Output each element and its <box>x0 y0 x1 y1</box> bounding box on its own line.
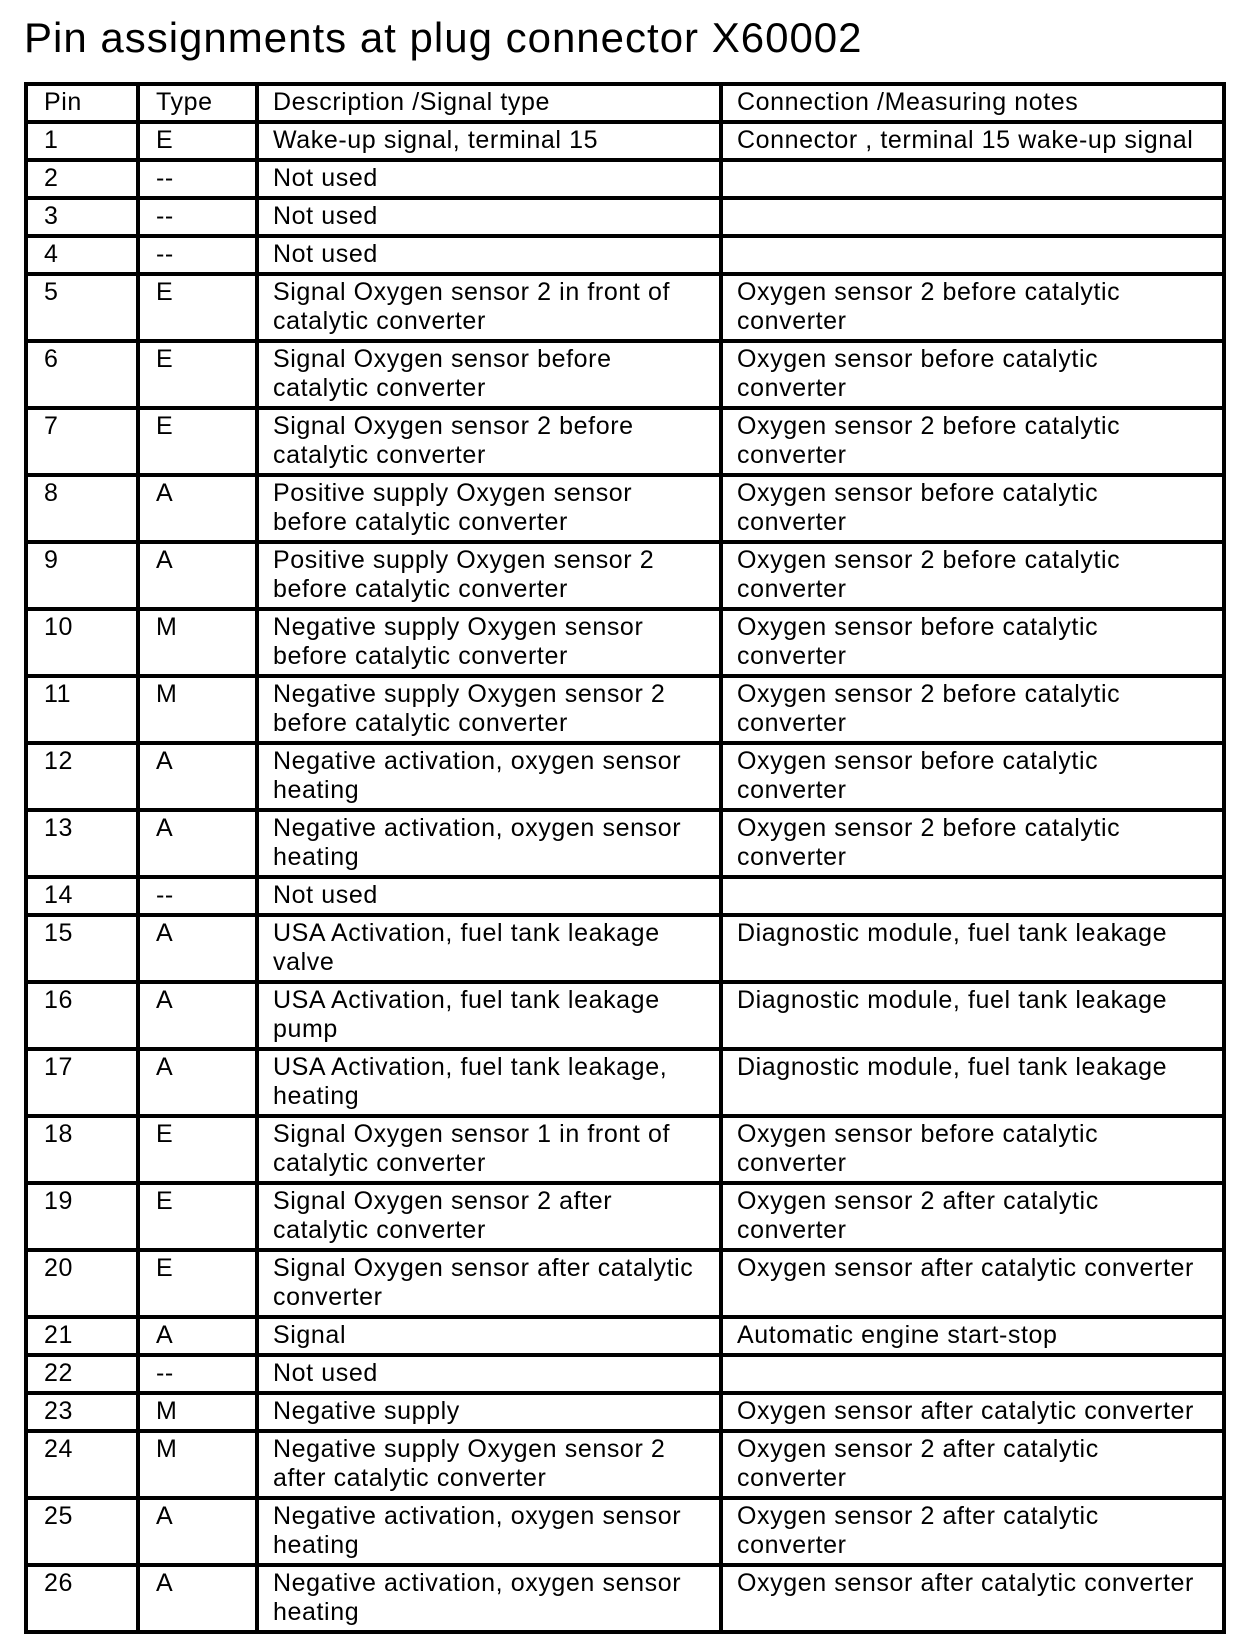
pin-cell: 24 <box>26 1431 138 1498</box>
pin-cell: 17 <box>26 1049 138 1116</box>
pin-cell: 6 <box>26 341 138 408</box>
description-cell: Negative activation, oxygen sensor heating <box>257 810 721 877</box>
pin-cell: 10 <box>26 609 138 676</box>
type-cell: A <box>138 743 257 810</box>
column-header-pin: Pin <box>26 84 138 122</box>
connection-cell: Oxygen sensor before catalytic converter <box>721 341 1224 408</box>
type-cell: A <box>138 982 257 1049</box>
table-body <box>26 122 1224 1632</box>
connection-cell <box>721 236 1224 274</box>
pin-cell: 3 <box>26 198 138 236</box>
table-row <box>26 1355 1224 1393</box>
connection-cell: Oxygen sensor before catalytic converter <box>721 743 1224 810</box>
connection-cell: Oxygen sensor 2 after catalytic converter <box>721 1498 1224 1565</box>
table-row <box>26 1250 1224 1317</box>
column-header-connection: Connection /Measuring notes <box>721 84 1224 122</box>
pin-cell: 21 <box>26 1317 138 1355</box>
type-cell: A <box>138 542 257 609</box>
description-cell: Not used <box>257 198 721 236</box>
pin-cell: 5 <box>26 274 138 341</box>
description-cell: Wake-up signal, terminal 15 <box>257 122 721 160</box>
type-cell: E <box>138 341 257 408</box>
description-cell: Not used <box>257 160 721 198</box>
type-cell: A <box>138 475 257 542</box>
column-header-type: Type <box>138 84 257 122</box>
type-cell: -- <box>138 160 257 198</box>
connection-cell: Diagnostic module, fuel tank leakage <box>721 1049 1224 1116</box>
description-cell: Negative activation, oxygen sensor heating <box>257 1565 721 1632</box>
connection-cell: Oxygen sensor before catalytic converter <box>721 609 1224 676</box>
table-row <box>26 198 1224 236</box>
table-row <box>26 676 1224 743</box>
connection-cell: Oxygen sensor 2 before catalytic converter <box>721 274 1224 341</box>
type-cell: -- <box>138 1355 257 1393</box>
description-cell: Negative supply Oxygen sensor 2 before catalytic converter <box>257 676 721 743</box>
table-row <box>26 1116 1224 1183</box>
type-cell: E <box>138 274 257 341</box>
connection-cell <box>721 1355 1224 1393</box>
pin-cell: 4 <box>26 236 138 274</box>
type-cell: -- <box>138 236 257 274</box>
table-row <box>26 1431 1224 1498</box>
table-row <box>26 160 1224 198</box>
type-cell: A <box>138 1565 257 1632</box>
type-cell: E <box>138 122 257 160</box>
table-row <box>26 1498 1224 1565</box>
table-row <box>26 475 1224 542</box>
table-row <box>26 1183 1224 1250</box>
description-cell: Signal Oxygen sensor 2 before catalytic converter <box>257 408 721 475</box>
type-cell: A <box>138 810 257 877</box>
pin-cell: 9 <box>26 542 138 609</box>
description-cell: Negative supply <box>257 1393 721 1431</box>
pin-assignment-table <box>24 82 1226 1634</box>
connection-cell: Oxygen sensor before catalytic converter <box>721 475 1224 542</box>
description-cell: Not used <box>257 236 721 274</box>
pin-cell: 12 <box>26 743 138 810</box>
description-cell: Negative supply Oxygen sensor before catalytic converter <box>257 609 721 676</box>
column-header-description: Description /Signal type <box>257 84 721 122</box>
type-cell: E <box>138 1116 257 1183</box>
pin-cell: 18 <box>26 1116 138 1183</box>
table-row <box>26 542 1224 609</box>
description-cell: Signal Oxygen sensor after catalytic converter <box>257 1250 721 1317</box>
table-row <box>26 236 1224 274</box>
table-row <box>26 915 1224 982</box>
table-header-row <box>26 84 1224 122</box>
pin-cell: 22 <box>26 1355 138 1393</box>
connection-cell: Diagnostic module, fuel tank leakage <box>721 915 1224 982</box>
pin-cell: 8 <box>26 475 138 542</box>
connection-cell: Diagnostic module, fuel tank leakage <box>721 982 1224 1049</box>
table-row <box>26 408 1224 475</box>
connection-cell: Connector , terminal 15 wake-up signal <box>721 122 1224 160</box>
pin-cell: 15 <box>26 915 138 982</box>
connection-cell: Automatic engine start-stop <box>721 1317 1224 1355</box>
pin-cell: 11 <box>26 676 138 743</box>
type-cell: E <box>138 1250 257 1317</box>
pin-cell: 7 <box>26 408 138 475</box>
table-row <box>26 1565 1224 1632</box>
page-title: Pin assignments at plug connector X60002 <box>24 14 863 61</box>
pin-cell: 19 <box>26 1183 138 1250</box>
connection-cell: Oxygen sensor 2 before catalytic converter <box>721 408 1224 475</box>
description-cell: Signal Oxygen sensor before catalytic converter <box>257 341 721 408</box>
pin-cell: 2 <box>26 160 138 198</box>
connection-cell: Oxygen sensor after catalytic converter <box>721 1393 1224 1431</box>
table-row <box>26 1393 1224 1431</box>
pin-cell: 20 <box>26 1250 138 1317</box>
pin-cell: 25 <box>26 1498 138 1565</box>
connection-cell: Oxygen sensor 2 after catalytic converter <box>721 1431 1224 1498</box>
description-cell: USA Activation, fuel tank leakage, heating <box>257 1049 721 1116</box>
pin-cell: 16 <box>26 982 138 1049</box>
connection-cell: Oxygen sensor 2 before catalytic converter <box>721 542 1224 609</box>
type-cell: A <box>138 1049 257 1116</box>
type-cell: -- <box>138 877 257 915</box>
type-cell: M <box>138 609 257 676</box>
pin-cell: 14 <box>26 877 138 915</box>
type-cell: -- <box>138 198 257 236</box>
description-cell: Signal <box>257 1317 721 1355</box>
description-cell: Negative supply Oxygen sensor 2 after catalytic converter <box>257 1431 721 1498</box>
connection-cell: Oxygen sensor after catalytic converter <box>721 1565 1224 1632</box>
description-cell: USA Activation, fuel tank leakage valve <box>257 915 721 982</box>
description-cell: Not used <box>257 877 721 915</box>
table-row <box>26 877 1224 915</box>
connection-cell <box>721 160 1224 198</box>
pin-cell: 23 <box>26 1393 138 1431</box>
description-cell: Negative activation, oxygen sensor heating <box>257 1498 721 1565</box>
description-cell: Negative activation, oxygen sensor heating <box>257 743 721 810</box>
pin-cell: 26 <box>26 1565 138 1632</box>
connection-cell: Oxygen sensor 2 after catalytic converter <box>721 1183 1224 1250</box>
description-cell: USA Activation, fuel tank leakage pump <box>257 982 721 1049</box>
table-row <box>26 982 1224 1049</box>
description-cell: Positive supply Oxygen sensor 2 before catalytic converter <box>257 542 721 609</box>
table-row <box>26 274 1224 341</box>
description-cell: Signal Oxygen sensor 2 in front of catalytic converter <box>257 274 721 341</box>
type-cell: A <box>138 1498 257 1565</box>
type-cell: E <box>138 408 257 475</box>
table-row <box>26 1317 1224 1355</box>
table-row <box>26 341 1224 408</box>
table-row <box>26 743 1224 810</box>
table-row <box>26 609 1224 676</box>
type-cell: M <box>138 1431 257 1498</box>
table-row <box>26 122 1224 160</box>
type-cell: A <box>138 1317 257 1355</box>
description-cell: Signal Oxygen sensor 2 after catalytic converter <box>257 1183 721 1250</box>
type-cell: M <box>138 676 257 743</box>
description-cell: Not used <box>257 1355 721 1393</box>
connection-cell: Oxygen sensor after catalytic converter <box>721 1250 1224 1317</box>
connection-cell: Oxygen sensor 2 before catalytic converter <box>721 676 1224 743</box>
connection-cell <box>721 877 1224 915</box>
description-cell: Signal Oxygen sensor 1 in front of catalytic converter <box>257 1116 721 1183</box>
table-row <box>26 1049 1224 1116</box>
type-cell: A <box>138 915 257 982</box>
type-cell: M <box>138 1393 257 1431</box>
pin-cell: 13 <box>26 810 138 877</box>
table-row <box>26 810 1224 877</box>
connection-cell: Oxygen sensor before catalytic converter <box>721 1116 1224 1183</box>
connection-cell: Oxygen sensor 2 before catalytic converter <box>721 810 1224 877</box>
pin-cell: 1 <box>26 122 138 160</box>
type-cell: E <box>138 1183 257 1250</box>
description-cell: Positive supply Oxygen sensor before catalytic converter <box>257 475 721 542</box>
connection-cell <box>721 198 1224 236</box>
